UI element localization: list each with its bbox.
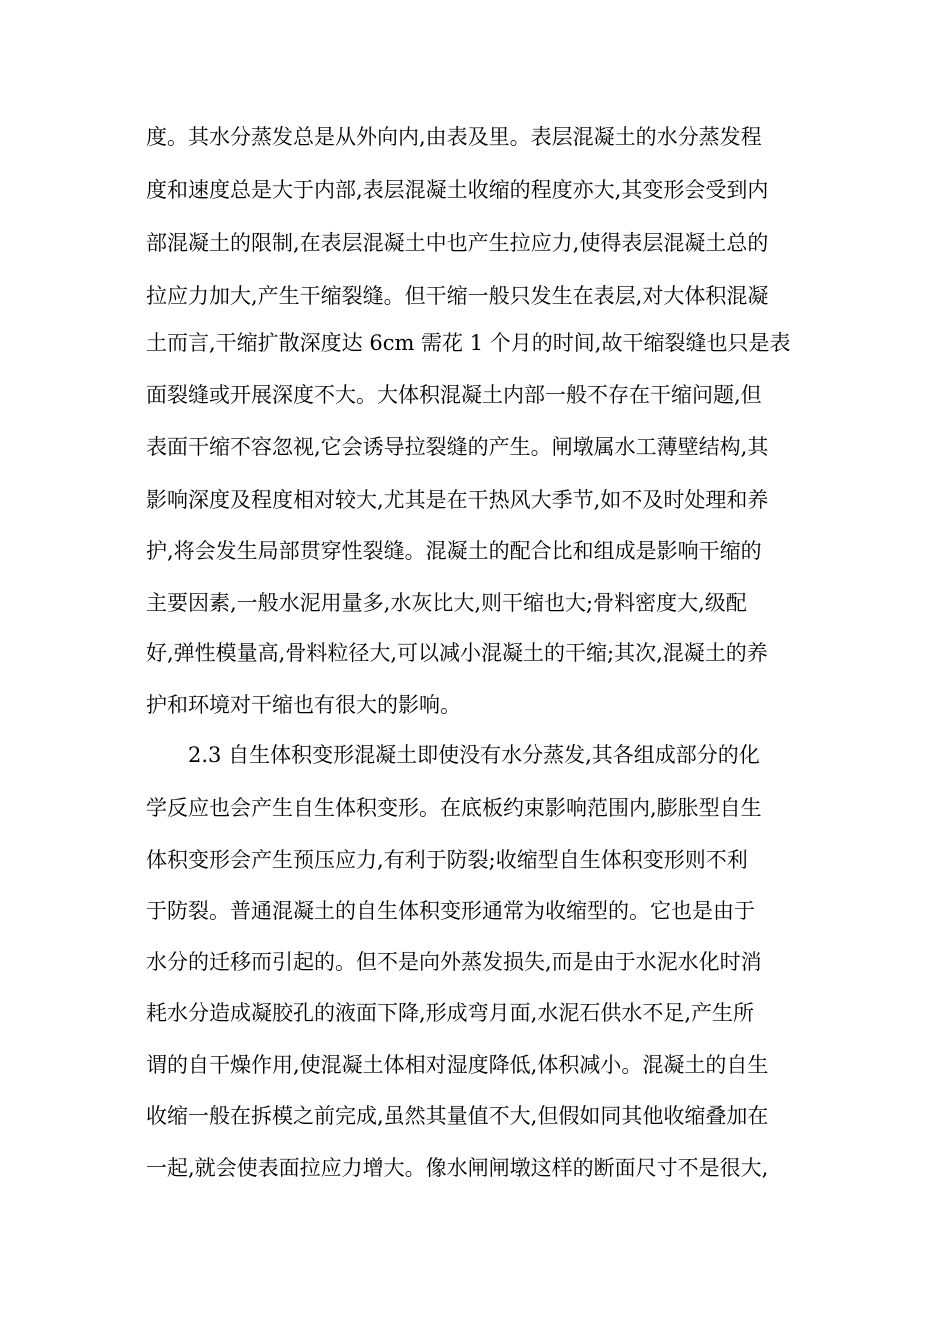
text-line: 拉应力加大,产生干缩裂缝。但干缩一般只发生在表层,对大体积混凝 — [146, 284, 769, 308]
text-line: 面裂缝或开展深度不大。大体积混凝土内部一般不存在干缩问题,但 — [146, 383, 762, 407]
text-line: 土而言,干缩扩散深度达 6cm 需花 1 个月的时间,故干缩裂缝也只是表 — [146, 331, 791, 355]
text-line: 一起,就会使表面拉应力增大。像水闸闸墩这样的断面尺寸不是很大, — [146, 1156, 769, 1180]
text-line: 于防裂。普通混凝土的自生体积变形通常为收缩型的。它也是由于 — [146, 899, 755, 923]
text-line: 好,弹性模量高,骨料粒径大,可以减小混凝土的干缩;其次,混凝土的养 — [146, 641, 768, 665]
text-line: 影响深度及程度相对较大,尤其是在干热风大季节,如不及时处理和养 — [146, 488, 769, 512]
text-line: 体积变形会产生预压应力,有利于防裂;收缩型自生体积变形则不利 — [146, 848, 748, 872]
text-line: 护和环境对干缩也有很大的影响。 — [146, 693, 461, 717]
text-line: 度和速度总是大于内部,表层混凝土收缩的程度亦大,其变形会受到内 — [146, 178, 769, 202]
text-line: 学反应也会产生自生体积变形。在底板约束影响范围内,膨胀型自生 — [146, 796, 762, 820]
text-line: 收缩一般在拆模之前完成,虽然其量值不大,但假如同其他收缩叠加在 — [146, 1104, 769, 1128]
text-line: 护,将会发生局部贯穿性裂缝。混凝土的配合比和组成是影响干缩的 — [146, 539, 762, 563]
text-line: 主要因素,一般水泥用量多,水灰比大,则干缩也大;骨料密度大,级配 — [146, 591, 747, 615]
text-line: 耗水分造成凝胶孔的液面下降,形成弯月面,水泥石供水不足,产生所 — [146, 1001, 755, 1025]
text-line: 度。其水分蒸发总是从外向内,由表及里。表层混凝土的水分蒸发程 — [146, 125, 762, 149]
text-line: 谓的自干燥作用,使混凝土体相对湿度降低,体积减小。混凝土的自生 — [146, 1053, 769, 1077]
text-line: 水分的迁移而引起的。但不是向外蒸发损失,而是由于水泥水化时消 — [146, 950, 762, 974]
text-line: 部混凝土的限制,在表层混凝土中也产生拉应力,使得表层混凝土总的 — [146, 231, 769, 255]
paragraph-heading-line: 2.3 自生体积变形混凝土即使没有水分蒸发,其各组成部分的化 — [188, 743, 760, 767]
text-line: 表面干缩不容忽视,它会诱导拉裂缝的产生。闸墩属水工薄壁结构,其 — [146, 435, 769, 459]
